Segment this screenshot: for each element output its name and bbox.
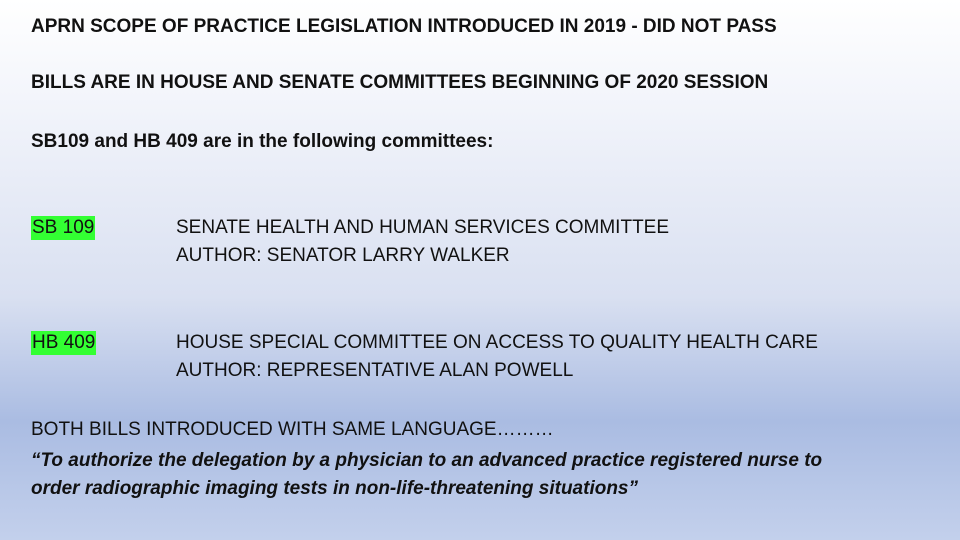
summary-text: BOTH BILLS INTRODUCED WITH SAME LANGUAGE……… [31, 419, 554, 440]
heading-committee-status: BILLS ARE IN HOUSE AND SENATE COMMITTEES BEGINNING OF 2020 SESSION [31, 72, 769, 93]
quote-line-2: order radiographic imaging tests in non-life-threatening situations” [31, 478, 638, 499]
bill-id-hb409: HB 409 [32, 332, 96, 353]
quote-line-1: “To authorize the delegation by a physician to an advanced practice registered nurse to [31, 450, 823, 471]
bill-id-sb109: SB 109 [32, 217, 95, 238]
bill-author-hb409: AUTHOR: REPRESENTATIVE ALAN POWELL [176, 360, 574, 381]
bill-language-quote [31, 447, 931, 503]
bill-author-sb109: AUTHOR: SENATOR LARRY WALKER [176, 245, 510, 266]
bill-committee-hb409: HOUSE SPECIAL COMMITTEE ON ACCESS TO QUALITY HEALTH CARE [176, 332, 818, 353]
intro-text: SB109 and HB 409 are in the following committees: [31, 131, 494, 152]
heading-legislation-status: APRN SCOPE OF PRACTICE LEGISLATION INTRODUCED IN 2019 - DID NOT PASS [31, 16, 777, 37]
bill-committee-sb109: SENATE HEALTH AND HUMAN SERVICES COMMITTEE [176, 217, 670, 238]
